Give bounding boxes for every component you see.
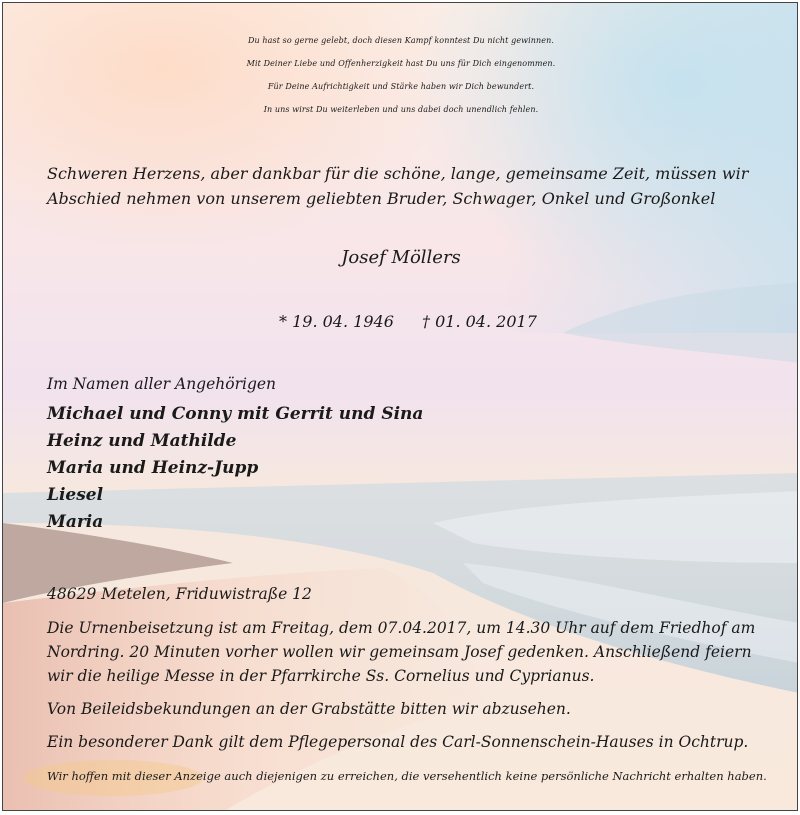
address: 48629 Metelen, Friduwistraße 12	[47, 585, 312, 603]
service-line-3: wir die heilige Messe in der Pfarrkirche Ss. Cornelius und Cyprianus.	[47, 667, 595, 685]
service-line-2: Nordring. 20 Minuten vorher wollen wir gemeinsam Josef gedenken. Anschließend feiern	[47, 643, 752, 661]
footnote: Wir hoffen mit dieser Anzeige auch diejenigen zu erreichen, die versehentlich keine persönliche Nachricht erhalten haben.	[47, 769, 767, 783]
birth-date: * 19. 04. 1946	[279, 312, 394, 331]
deceased-name: Josef Möllers	[341, 247, 461, 268]
mourner-name: Liesel	[47, 485, 104, 505]
mourner-name: Heinz und Mathilde	[47, 431, 237, 451]
mourner-name: Maria	[47, 512, 104, 532]
death-date: † 01. 04. 2017	[422, 312, 537, 331]
verse-line-2: Mit Deiner Liebe und Offenherzigkeit hast Du uns für Dich eingenommen.	[246, 59, 556, 68]
intro-line-1: Schweren Herzens, aber dankbar für die schöne, lange, gemeinsame Zeit, müssen wir	[47, 164, 749, 183]
verse-line-3: Für Deine Aufrichtigkeit und Stärke haben wir Dich bewundert.	[267, 82, 535, 91]
condolences-note: Von Beileidsbekundungen an der Grabstätte bitten wir abzusehen.	[47, 700, 571, 718]
mourners-heading: Im Namen aller Angehörigen	[47, 375, 277, 393]
mourner-name: Michael und Conny mit Gerrit und Sina	[47, 404, 424, 424]
obituary-card	[2, 2, 798, 811]
mourner-name: Maria und Heinz-Jupp	[47, 458, 259, 478]
thanks-note: Ein besonderer Dank gilt dem Pflegepersonal des Carl-Sonnenschein-Hauses in Ochtrup.	[47, 733, 749, 751]
intro-line-2: Abschied nehmen von unserem geliebten Bruder, Schwager, Onkel und Großonkel	[47, 189, 716, 208]
service-line-1: Die Urnenbeisetzung ist am Freitag, dem 07.04.2017, um 14.30 Uhr auf dem Friedhof am	[47, 619, 756, 637]
verse-line-4: In uns wirst Du weiterleben und uns dabei doch unendlich fehlen.	[263, 105, 539, 114]
verse-line-1: Du hast so gerne gelebt, doch diesen Kampf konntest Du nicht gewinnen.	[247, 36, 555, 45]
